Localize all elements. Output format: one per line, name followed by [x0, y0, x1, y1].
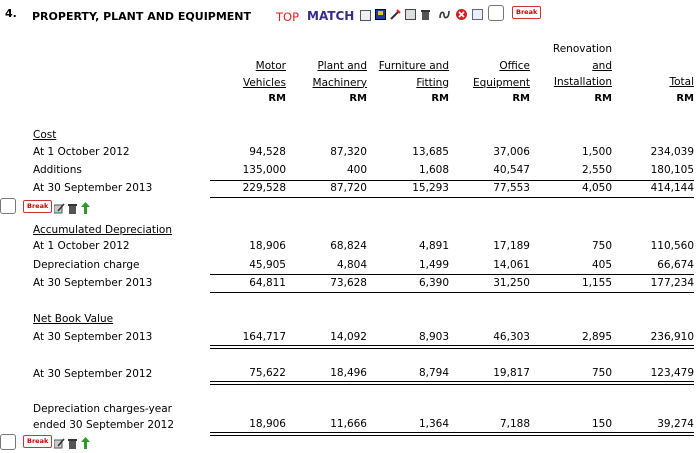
delete-icon[interactable] [456, 9, 467, 20]
col-header-motor-vehicles: Motor Vehicles RM [242, 60, 286, 104]
cell: 4,050 [581, 182, 612, 194]
cell: 77,553 [493, 182, 530, 194]
cell: 18,496 [330, 367, 367, 379]
trash-icon[interactable] [420, 9, 431, 20]
cell: 2,550 [581, 164, 612, 176]
break-button[interactable]: Break [23, 200, 52, 213]
col-header-office-equipment: Office Equipment RM [473, 60, 530, 104]
subtotal-line [210, 180, 694, 181]
cell: 180,105 [650, 164, 694, 176]
section-number: 4. [5, 7, 17, 20]
cell: 14,092 [330, 331, 367, 343]
row-label: At 1 October 2012 [33, 240, 130, 252]
edit-icon[interactable] [54, 438, 65, 449]
cell: 45,905 [249, 259, 286, 271]
link-icon[interactable] [438, 9, 449, 20]
document-icon[interactable] [360, 10, 371, 21]
cell: 1,364 [418, 418, 449, 430]
cell: 37,006 [493, 146, 530, 158]
cell: 13,685 [412, 146, 449, 158]
select-checkbox[interactable] [488, 5, 504, 21]
cell: 405 [591, 259, 612, 271]
top-link[interactable]: TOP [276, 10, 300, 24]
cell: 1,499 [418, 259, 449, 271]
cell: 64,811 [249, 277, 286, 289]
cell: 8,903 [418, 331, 449, 343]
total-line [210, 292, 694, 293]
section-title: PROPERTY, PLANT AND EQUIPMENT [32, 10, 252, 23]
pages-icon[interactable] [405, 9, 416, 20]
cell: 18,906 [249, 418, 286, 430]
cell: 31,250 [493, 277, 530, 289]
cell: 2,895 [581, 331, 612, 343]
cell: 39,274 [657, 418, 694, 430]
cell: 68,824 [330, 240, 367, 252]
double-underline [210, 432, 694, 436]
edit-icon[interactable] [390, 9, 401, 20]
cell: 18,906 [249, 240, 286, 252]
col-header-plant-machinery: Plant and Machinery RM [312, 60, 367, 104]
cell: 400 [346, 164, 367, 176]
row-select-checkbox[interactable] [0, 198, 16, 214]
cell: 87,320 [330, 146, 367, 158]
subtotal-line [210, 274, 694, 275]
cell: 150 [591, 418, 612, 430]
cell: 177,234 [650, 277, 694, 289]
cell: 14,061 [493, 259, 530, 271]
break-button[interactable]: Break [23, 435, 52, 448]
row-select-checkbox[interactable] [0, 434, 16, 450]
row-label: At 30 September 2013 [33, 331, 153, 343]
double-underline [210, 345, 694, 349]
cell: 6,390 [418, 277, 449, 289]
cell: 236,910 [650, 331, 694, 343]
cell: 1,500 [581, 146, 612, 158]
nbv-heading: Net Book Value [33, 313, 114, 325]
save-icon[interactable] [375, 9, 386, 20]
cell: 1,155 [581, 277, 612, 289]
trash-icon[interactable] [67, 203, 78, 214]
break-button[interactable]: Break [512, 6, 541, 19]
cell: 414,144 [650, 182, 694, 194]
cell: 4,804 [336, 259, 367, 271]
cell: 15,293 [412, 182, 449, 194]
arrow-up-icon[interactable] [80, 437, 91, 448]
row-label: Additions [33, 164, 82, 176]
row-label: At 30 September 2013 [33, 182, 153, 194]
col-header-total: Total RM [669, 76, 694, 104]
cell: 40,547 [493, 164, 530, 176]
charges-label-line1: Depreciation charges-year [33, 403, 172, 415]
double-underline [210, 381, 694, 385]
charges-label-line2: ended 30 September 2012 [33, 419, 175, 431]
cell: 123,479 [650, 367, 694, 379]
col-header-furniture-fitting: Furniture and Fitting RM [378, 60, 449, 104]
cell: 46,303 [493, 331, 530, 343]
cell: 8,794 [418, 367, 449, 379]
cost-heading: Cost [33, 129, 57, 141]
row-label: At 1 October 2012 [33, 146, 130, 158]
match-link[interactable]: MATCH [307, 9, 355, 23]
cell: 110,560 [650, 240, 694, 252]
cell: 66,674 [657, 259, 694, 271]
cell: 94,528 [249, 146, 286, 158]
cell: 87,720 [330, 182, 367, 194]
arrow-up-icon[interactable] [80, 202, 91, 213]
blank-page-icon[interactable] [472, 9, 483, 20]
cell: 7,188 [499, 418, 530, 430]
cell: 11,666 [330, 418, 367, 430]
cell: 135,000 [242, 164, 286, 176]
cell: 750 [591, 240, 612, 252]
cell: 73,628 [330, 277, 367, 289]
cell: 75,622 [249, 367, 286, 379]
cell: 164,717 [242, 331, 286, 343]
cell: 234,039 [650, 146, 694, 158]
total-line [210, 197, 694, 198]
row-label: At 30 September 2012 [33, 368, 153, 380]
edit-icon[interactable] [54, 203, 65, 214]
trash-icon[interactable] [67, 438, 78, 449]
cell: 229,528 [242, 182, 286, 194]
cell: 17,189 [493, 240, 530, 252]
row-label: Depreciation charge [33, 259, 140, 271]
cell: 4,891 [418, 240, 449, 252]
col-header-renovation-installation: Renovation and Installation RM [552, 43, 612, 104]
cell: 750 [591, 367, 612, 379]
cell: 19,817 [493, 367, 530, 379]
depreciation-heading: Accumulated Depreciation [33, 224, 173, 236]
row-label: At 30 September 2013 [33, 277, 153, 289]
cell: 1,608 [418, 164, 449, 176]
